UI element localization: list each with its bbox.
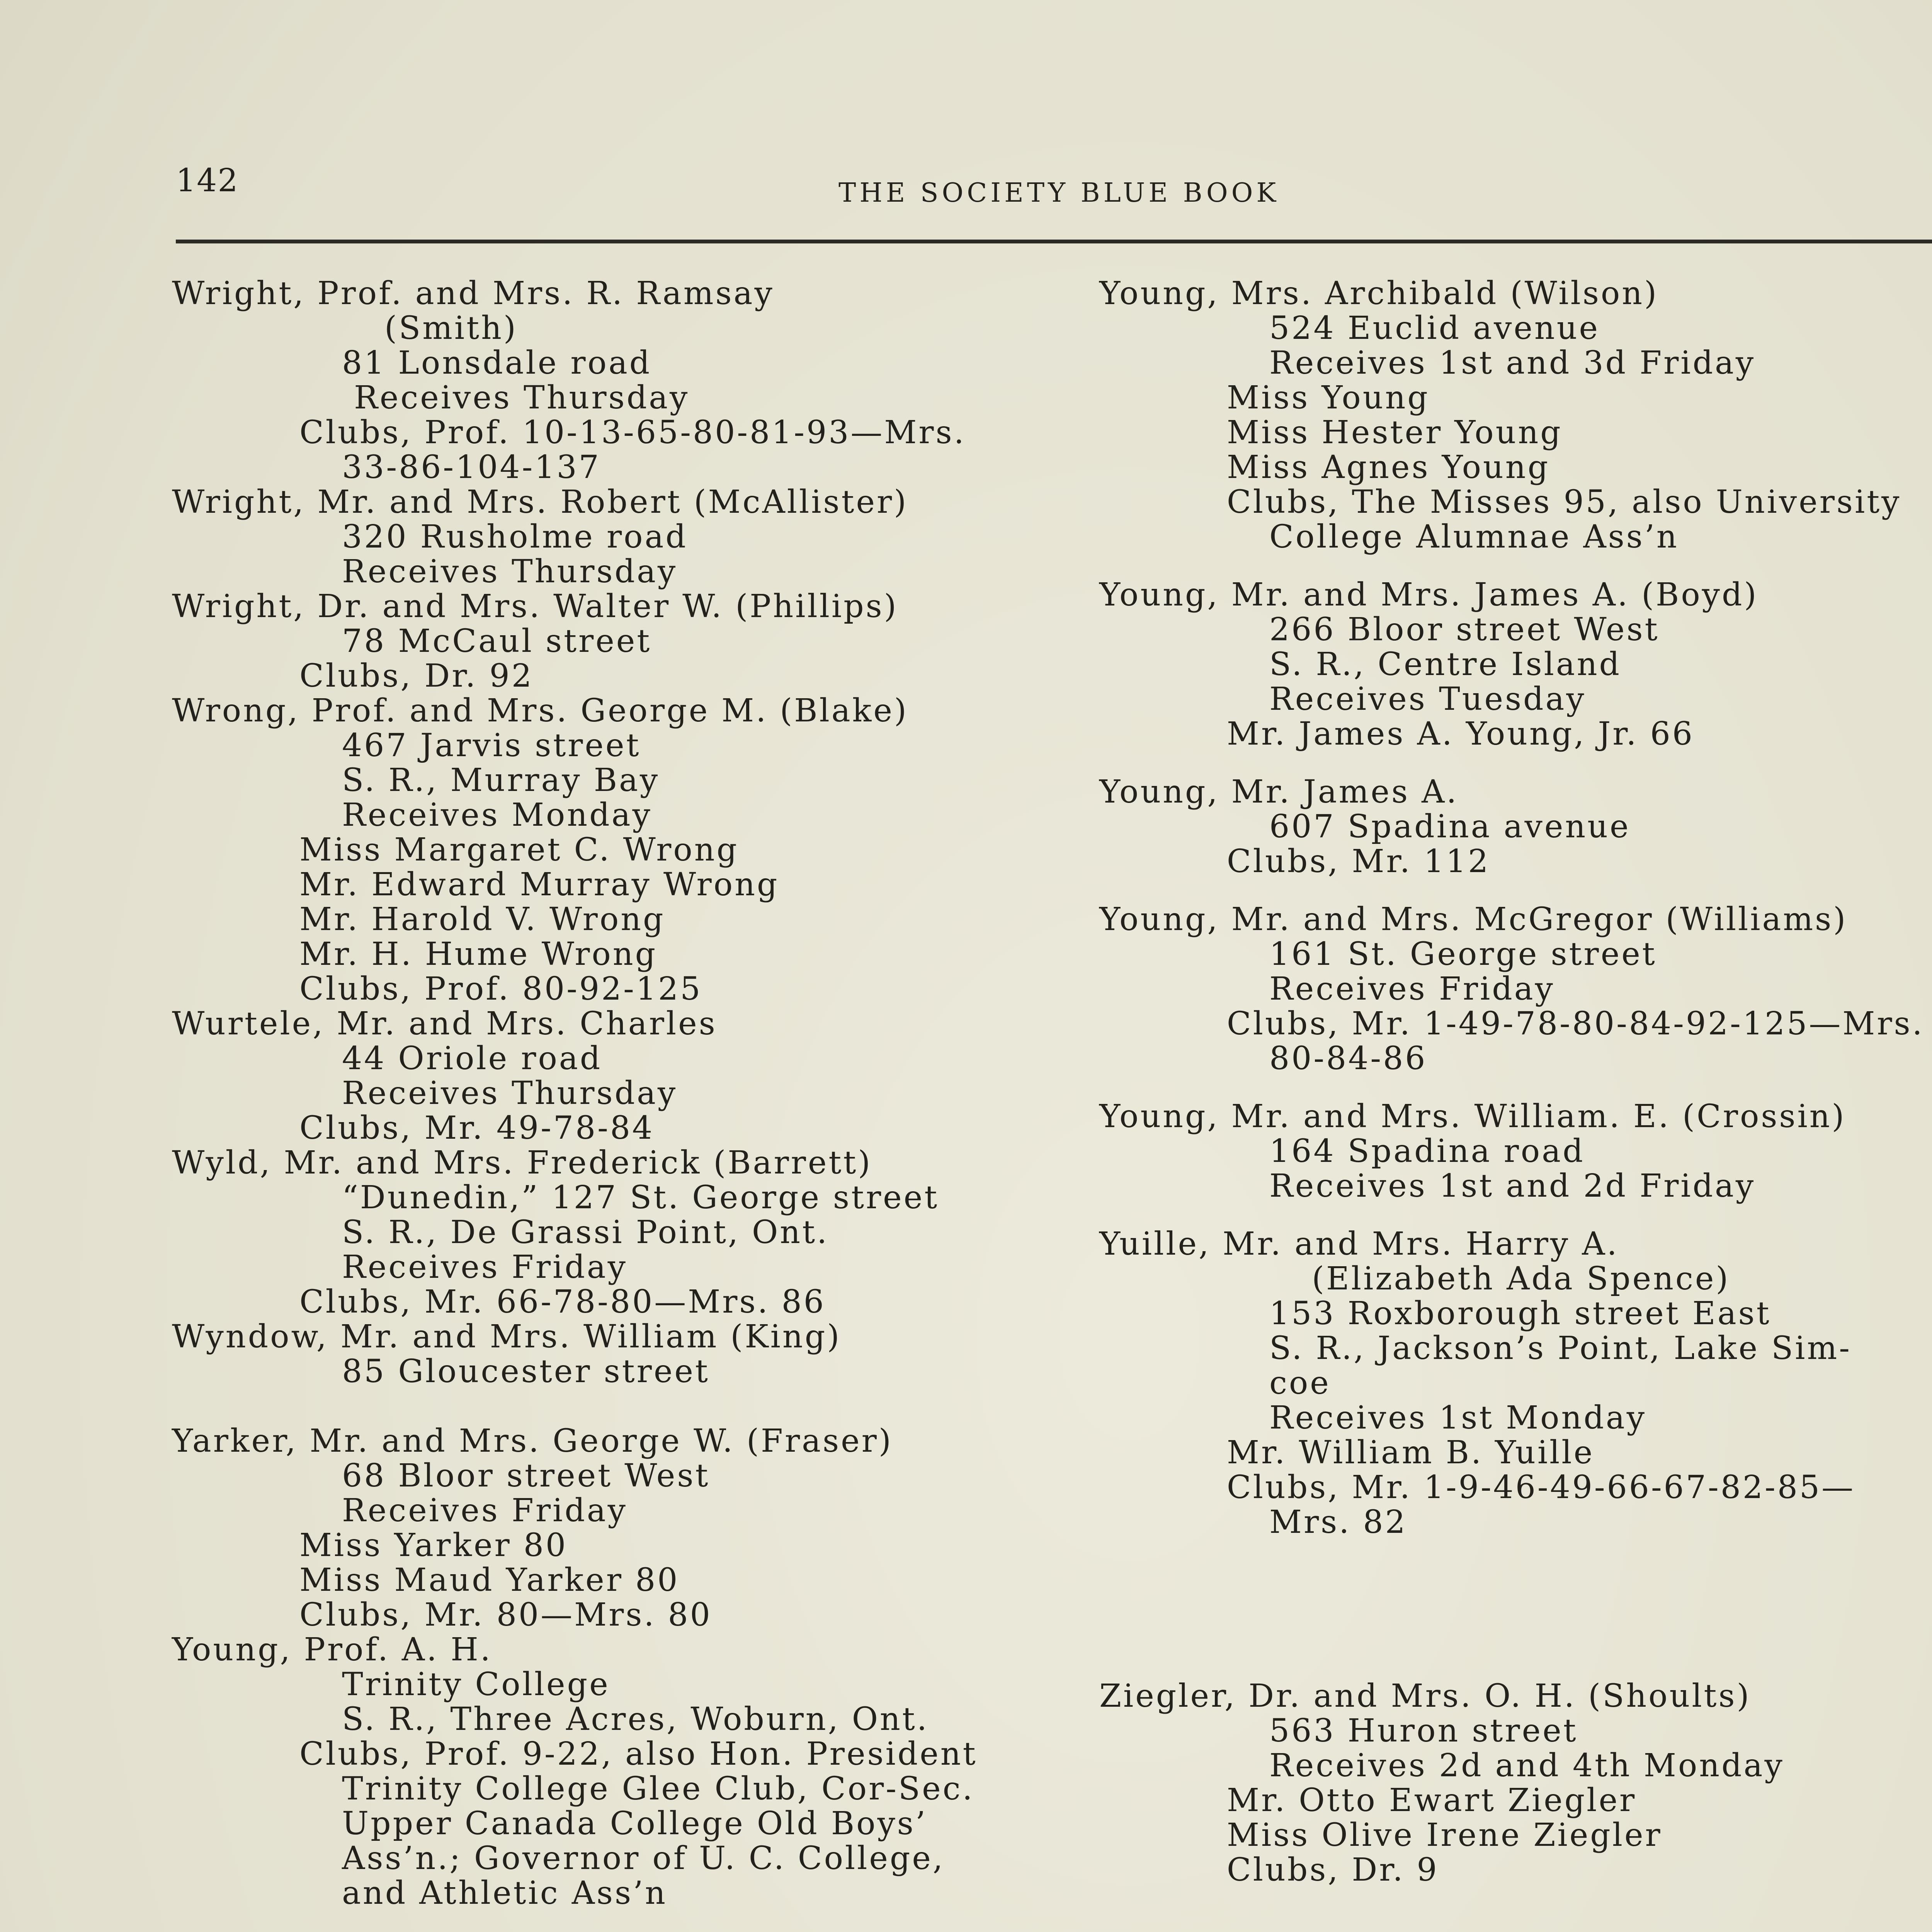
entry-detail-line: “Dunedin,” 127 St. George street <box>342 1179 939 1216</box>
entry-detail-line: Mr. Edward Murray Wrong <box>299 866 779 903</box>
directory-entry <box>172 1633 1049 1911</box>
entry-detail-line: coe <box>1269 1365 1331 1401</box>
entry-detail-line: Receives Thursday <box>342 553 678 590</box>
right-column <box>1099 276 1932 1888</box>
entry-detail-line: 524 Euclid avenue <box>1269 310 1600 347</box>
entry-detail-line: College Alumnae Ass’n <box>1269 519 1679 555</box>
directory-entry <box>172 589 1049 694</box>
entry-detail-line: Mr. James A. Young, Jr. 66 <box>1227 716 1694 752</box>
entry-detail-line: (Elizabeth Ada Spence) <box>1312 1260 1730 1297</box>
directory-entry <box>172 694 1049 1007</box>
entry-detail-line: S. R., Centre Island <box>1269 646 1622 683</box>
entry-gap <box>1099 1540 1932 1679</box>
entry-gap <box>1099 752 1932 775</box>
entry-name-line: Yarker, Mr. and Mrs. George W. (Fraser) <box>172 1423 893 1459</box>
entry-detail-line: Receives 1st and 3d Friday <box>1269 345 1756 381</box>
entry-detail-line: 153 Roxborough street East <box>1269 1295 1771 1332</box>
entry-detail-line: Upper Canada College Old Boys’ <box>342 1805 927 1842</box>
entry-detail-line: 81 Lonsdale road <box>342 345 652 381</box>
entry-detail-line: Mrs. 82 <box>1269 1504 1407 1541</box>
entry-detail-line: S. R., Murray Bay <box>342 762 660 799</box>
entry-name-line: Wright, Dr. and Mrs. Walter W. (Phillips) <box>172 588 898 625</box>
entry-name-line: Young, Mrs. Archibald (Wilson) <box>1099 275 1659 312</box>
entry-detail-line: Miss Agnes Young <box>1227 449 1550 486</box>
entry-detail-line: Clubs, Prof. 80-92-125 <box>299 971 702 1007</box>
entry-name-line: Ziegler, Dr. and Mrs. O. H. (Shoults) <box>1099 1678 1751 1714</box>
entry-name-line: Wurtele, Mr. and Mrs. Charles <box>172 1005 717 1042</box>
directory-entry <box>1099 276 1932 554</box>
entry-detail-line: Trinity College <box>342 1666 610 1703</box>
entry-detail-line: Receives Friday <box>342 1249 628 1286</box>
entry-detail-line: Ass’n.; Governor of U. C. College, <box>342 1840 945 1877</box>
entry-detail-line: Receives Thursday <box>342 1075 678 1112</box>
directory-entry <box>172 1424 1049 1633</box>
entry-detail-line: (Smith) <box>384 310 518 347</box>
directory-entry <box>172 1146 1049 1320</box>
entry-detail-line: Receives Tuesday <box>1269 681 1586 718</box>
entry-name-line: Young, Mr. and Mrs. James A. (Boyd) <box>1099 577 1759 613</box>
entry-detail-line: S. R., Three Acres, Woburn, Ont. <box>342 1701 929 1738</box>
entry-detail-line: Clubs, Mr. 1-9-46-49-66-67-82-85— <box>1227 1469 1855 1506</box>
entry-name-line: Young, Mr. James A. <box>1099 774 1459 810</box>
entry-detail-line: Clubs, Mr. 66-78-80—Mrs. 86 <box>299 1284 826 1320</box>
page-number: 142 <box>176 162 239 199</box>
directory-entry <box>1099 1099 1932 1204</box>
entry-detail-line: 164 Spadina road <box>1269 1133 1585 1170</box>
entry-detail-line: Clubs, Dr. 9 <box>1227 1852 1439 1888</box>
entry-name-line: Young, Mr. and Mrs. McGregor (Williams) <box>1099 901 1848 938</box>
entry-gap <box>172 1389 1049 1424</box>
entry-detail-line: 85 Gloucester street <box>342 1353 710 1390</box>
entry-detail-line: Clubs, Dr. 92 <box>299 658 534 694</box>
entry-name-line: Wyndow, Mr. and Mrs. William (King) <box>172 1318 842 1355</box>
directory-entry <box>172 1007 1049 1146</box>
entry-detail-line: Trinity College Glee Club, Cor-Sec. <box>342 1770 975 1807</box>
entry-name-line: Young, Mr. and Mrs. William. E. (Crossin) <box>1099 1098 1846 1135</box>
entry-detail-line: Miss Olive Irene Ziegler <box>1227 1817 1662 1854</box>
directory-entry <box>172 276 1049 485</box>
entry-name-line: Wright, Mr. and Mrs. Robert (McAllister) <box>172 484 908 520</box>
directory-entry <box>1099 902 1932 1076</box>
entry-name-line: Wyld, Mr. and Mrs. Frederick (Barrett) <box>172 1145 872 1181</box>
entry-detail-line: 266 Bloor street West <box>1269 611 1660 648</box>
entry-detail-line: Miss Margaret C. Wrong <box>299 832 739 868</box>
entry-detail-line: 33-86-104-137 <box>342 449 601 486</box>
entry-detail-line: 320 Rusholme road <box>342 519 688 555</box>
entry-detail-line: Miss Young <box>1227 379 1430 416</box>
entry-detail-line: Receives 2d and 4th Monday <box>1269 1747 1784 1784</box>
entry-detail-line: Receives Thursday <box>342 379 690 416</box>
directory-entry <box>172 485 1049 589</box>
header-rule <box>176 240 1932 243</box>
entry-detail-line: Miss Yarker 80 <box>299 1527 568 1564</box>
entry-detail-line: S. R., De Grassi Point, Ont. <box>342 1214 829 1251</box>
entry-detail-line: Mr. H. Hume Wrong <box>299 936 658 973</box>
entry-detail-line: Mr. Otto Ewart Ziegler <box>1227 1782 1637 1819</box>
entry-name-line: Yuille, Mr. and Mrs. Harry A. <box>1099 1226 1619 1262</box>
entry-detail-line: and Athletic Ass’n <box>342 1875 667 1912</box>
entry-detail-line: Receives 1st and 2d Friday <box>1269 1168 1756 1204</box>
entry-detail-line: Clubs, The Misses 95, also University <box>1227 484 1901 520</box>
entry-detail-line: Clubs, Mr. 112 <box>1227 843 1490 880</box>
entry-gap <box>1099 1204 1932 1227</box>
entry-gap <box>1099 879 1932 902</box>
entry-detail-line: Clubs, Mr. 49-78-84 <box>299 1110 655 1146</box>
entry-name-line: Wright, Prof. and Mrs. R. Ramsay <box>172 275 774 312</box>
entry-detail-line: Receives Friday <box>342 1492 628 1529</box>
entry-detail-line: Clubs, Prof. 9-22, also Hon. President <box>299 1736 978 1772</box>
entry-gap <box>1099 554 1932 578</box>
entry-detail-line: 467 Jarvis street <box>342 727 641 764</box>
entry-detail-line: Receives Friday <box>1269 971 1555 1007</box>
left-column <box>172 276 1049 1911</box>
entry-detail-line: 161 St. George street <box>1269 936 1657 973</box>
entry-detail-line: Receives Monday <box>342 797 652 833</box>
entry-detail-line: Receives 1st Monday <box>1269 1400 1647 1436</box>
entry-detail-line: S. R., Jackson’s Point, Lake Sim- <box>1269 1330 1852 1367</box>
entry-gap <box>1099 1076 1932 1099</box>
entry-detail-line: Miss Hester Young <box>1227 414 1563 451</box>
entry-detail-line: Clubs, Mr. 80—Mrs. 80 <box>299 1597 712 1633</box>
entry-detail-line: 563 Huron street <box>1269 1713 1578 1749</box>
entry-detail-line: 78 McCaul street <box>342 623 652 660</box>
entry-name-line: Wrong, Prof. and Mrs. George M. (Blake) <box>172 692 908 729</box>
directory-entry <box>1099 775 1932 879</box>
directory-entry <box>1099 578 1932 752</box>
entry-detail-line: Clubs, Prof. 10-13-65-80-81-93—Mrs. <box>299 414 966 451</box>
directory-entry <box>1099 1679 1932 1888</box>
entry-detail-line: Miss Maud Yarker 80 <box>299 1562 680 1599</box>
entry-detail-line: 80-84-86 <box>1269 1040 1427 1077</box>
entry-detail-line: Mr. William B. Yuille <box>1227 1434 1595 1471</box>
directory-entry <box>1099 1227 1932 1540</box>
entry-detail-line: 44 Oriole road <box>342 1040 602 1077</box>
entry-name-line: Young, Prof. A. H. <box>172 1631 492 1668</box>
running-head: THE SOCIETY BLUE BOOK <box>838 178 1280 208</box>
entry-detail-line: 68 Bloor street West <box>342 1458 710 1494</box>
entry-detail-line: Clubs, Mr. 1-49-78-80-84-92-125—Mrs. <box>1227 1005 1924 1042</box>
entry-detail-line: 607 Spadina avenue <box>1269 808 1631 845</box>
directory-entry <box>172 1320 1049 1389</box>
entry-detail-line: Mr. Harold V. Wrong <box>299 901 665 938</box>
